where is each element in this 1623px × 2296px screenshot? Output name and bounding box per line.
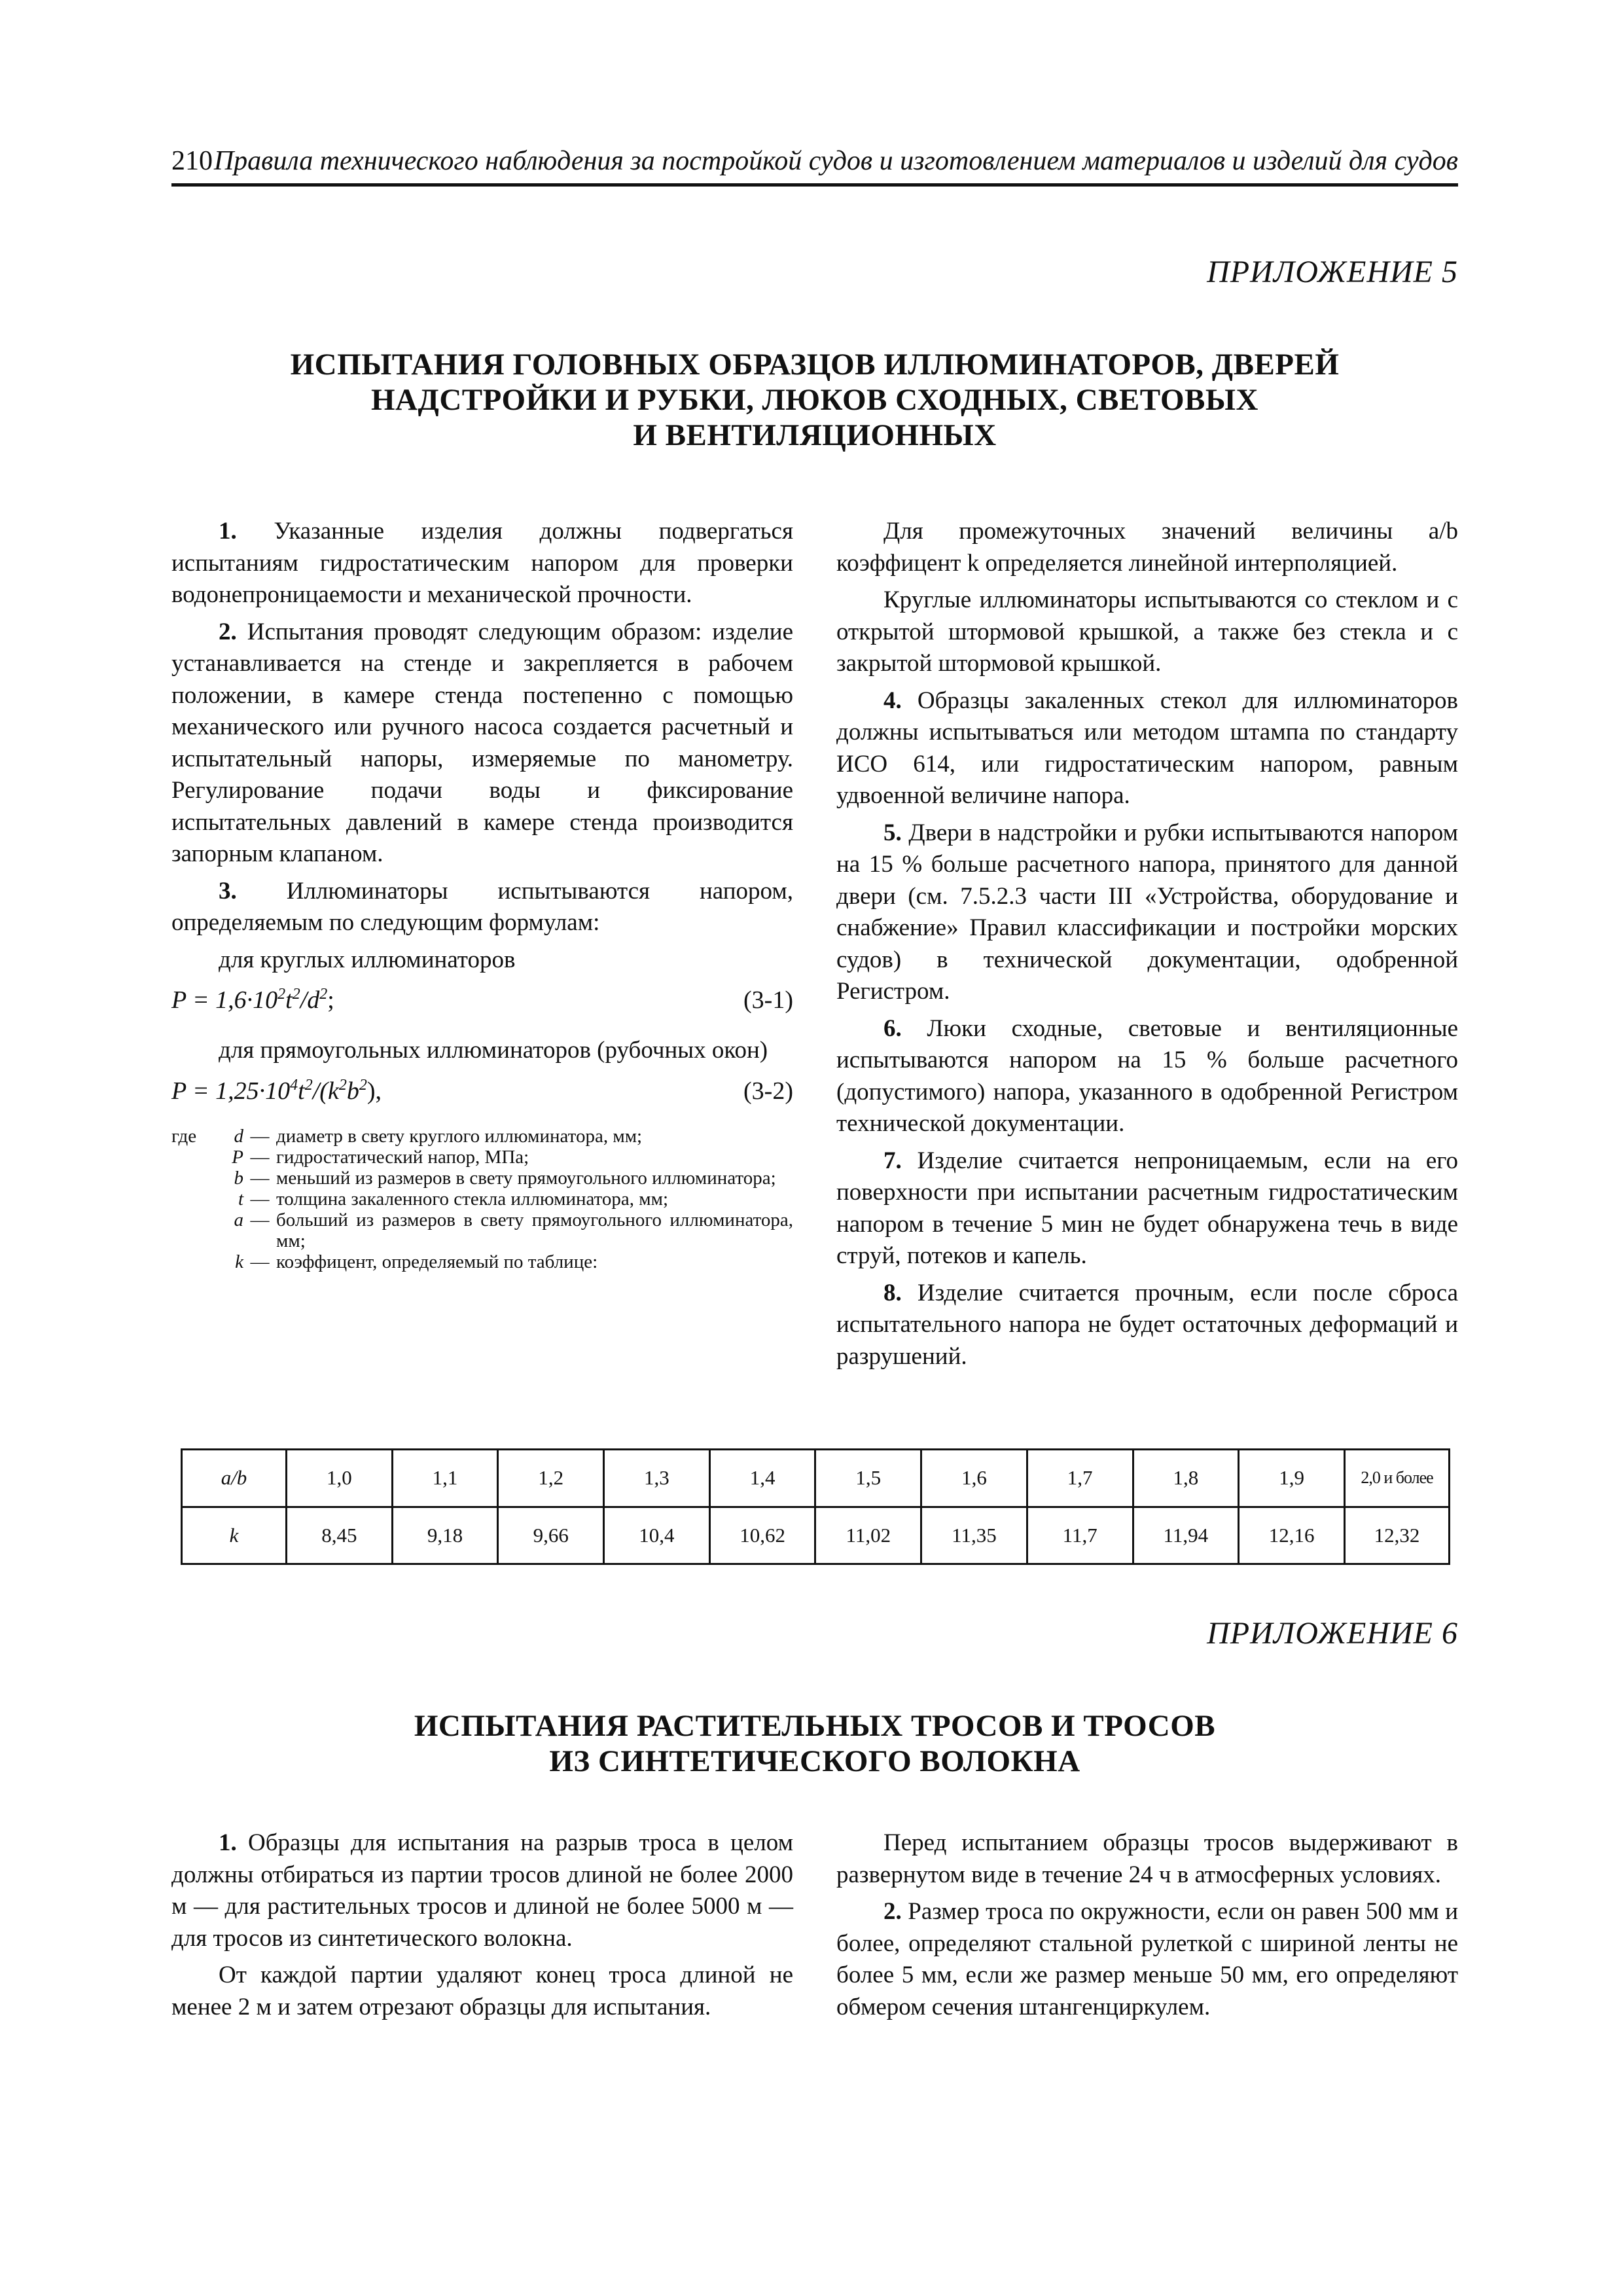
table-row-header: a/b bbox=[182, 1450, 287, 1507]
paragraph-text: Образцы закаленных стекол для иллюминаторов должны испытываться или методом штампа по стандарту ИСО 614, или гидростатическим напором, равным удвоенной величине напора. bbox=[836, 687, 1458, 809]
round-portholes-label: для круглых иллюминаторов bbox=[219, 946, 516, 973]
conditioning-paragraph: Перед испытанием образцы тросов выдерживают в развернутом виде в течение 24 ч в атмосферных условиях. bbox=[836, 1829, 1458, 1888]
paragraph-text: Иллюминаторы испытываются напором, определяемым по следующим формулам: bbox=[171, 877, 793, 936]
formula-3-1 bbox=[171, 982, 793, 1023]
title-line: ИСПЫТАНИЯ ГОЛОВНЫХ ОБРАЗЦОВ ИЛЛЮМИНАТОРОВ, ДВЕРЕЙ bbox=[290, 348, 1340, 382]
appendix-6-right-column bbox=[836, 1827, 1458, 2028]
table-cell: 1,9 bbox=[1239, 1450, 1345, 1507]
paragraph-3 bbox=[171, 876, 793, 939]
legend-item: P — гидростатический напор, МПа; bbox=[232, 1146, 529, 1168]
appendix-5-label: ПРИЛОЖЕНИЕ 5 bbox=[1207, 255, 1458, 289]
table-cell: 1,1 bbox=[392, 1450, 498, 1507]
symbols-legend bbox=[171, 1126, 793, 1272]
table-cell: 1,5 bbox=[815, 1450, 921, 1507]
table-cell: 1,7 bbox=[1027, 1450, 1133, 1507]
table-cell: 1,4 bbox=[709, 1450, 815, 1507]
table-cell: 12,16 bbox=[1239, 1507, 1345, 1564]
legend-item: b — меньший из размеров в свету прямоугольного иллюминатора; bbox=[234, 1167, 776, 1189]
table-cell: 8,45 bbox=[287, 1507, 393, 1564]
paragraph-number: 2. bbox=[883, 1898, 902, 1925]
table-row bbox=[182, 1450, 1450, 1507]
running-header bbox=[171, 145, 1458, 187]
appendix-5-right-column bbox=[836, 516, 1458, 1378]
legend-item: t — толщина закаленного стекла иллюминатора, мм; bbox=[238, 1188, 669, 1210]
appendix-6-title bbox=[171, 1708, 1458, 1779]
paragraph-number: 6. bbox=[883, 1014, 902, 1042]
formula-expression: $P = 1,25\cdot 10^4t^2/(k^2b^2)$, bbox=[171, 1076, 382, 1105]
rectangular-portholes-label: для прямоугольных иллюминаторов (рубочных окон) bbox=[219, 1037, 768, 1064]
paragraph-text: Двери в надстройки и рубки испытываются напором на 15 % больше расчетного напора, принятого для данной двери (см. 7.5.2.3 части III «Устройства, оборудование и снабжение» Правил классификации и постройки морских судов) в технической документации, одобренной Регистром. bbox=[836, 819, 1459, 1005]
paragraph-1-continued: От каждой партии удаляют конец троса длиной не менее 2 м и затем отрезают образцы для испытания. bbox=[171, 1962, 793, 2020]
table-row bbox=[182, 1507, 1450, 1564]
paragraph-7 bbox=[836, 1145, 1458, 1272]
paragraph-5 bbox=[836, 817, 1458, 1008]
table-cell: 11,7 bbox=[1027, 1507, 1133, 1564]
title-line: И ВЕНТИЛЯЦИОННЫХ bbox=[633, 418, 997, 452]
paragraph-2 bbox=[836, 1896, 1458, 2023]
running-title: Правила технического наблюдения за постройкой судов и изготовлением материалов и изделий для судов bbox=[213, 146, 1458, 176]
title-line: ИСПЫТАНИЯ РАСТИТЕЛЬНЫХ ТРОСОВ И ТРОСОВ bbox=[414, 1709, 1216, 1743]
formula-number: (3-2) bbox=[743, 1077, 793, 1105]
paragraph-text: Изделие считается прочным, если после сброса испытательного напора не будет остаточных деформаций и разрушений. bbox=[836, 1279, 1459, 1370]
page-number: 210 bbox=[171, 146, 213, 176]
table-row-header: k bbox=[182, 1507, 287, 1564]
title-line: НАДСТРОЙКИ И РУБКИ, ЛЮКОВ СХОДНЫХ, СВЕТОВЫХ bbox=[371, 383, 1258, 417]
paragraph-number: 1. bbox=[219, 518, 237, 545]
title-line: ИЗ СИНТЕТИЧЕСКОГО ВОЛОКНА bbox=[549, 1744, 1080, 1778]
table-cell: 9,18 bbox=[392, 1507, 498, 1564]
appendix-5-left-column bbox=[171, 516, 793, 1272]
paragraph-number: 5. bbox=[883, 819, 902, 846]
paragraph-number: 2. bbox=[219, 618, 237, 645]
table-cell: 1,3 bbox=[604, 1450, 710, 1507]
paragraph-1 bbox=[171, 516, 793, 611]
paragraph-text: Испытания проводят следующим образом: изделие устанавливается на стенде и закрепляется в рабочем положении, в камере стенда постепенно с помощью механического или ручного насоса создается расчетный и испытательный напоры, измеряемые по манометру. Регулирование подачи воды и фиксирование испытательных давлений в камере стенда производится запорным клапаном. bbox=[171, 618, 793, 867]
paragraph-1 bbox=[171, 1827, 793, 1954]
table-cell: 11,02 bbox=[815, 1507, 921, 1564]
paragraph-8 bbox=[836, 1278, 1458, 1373]
paragraph-text: Образцы для испытания на разрыв троса в целом должны отбираться из партии тросов длиной не более 2000 м — для растительных тросов и длиной не более 5000 м — для тросов из синтетического волокна. bbox=[171, 1829, 793, 1952]
paragraph-text: Люки сходные, световые и вентиляционные испытываются напором на 15 % больше расчетного (допустимого) напора, указанного в одобренной Регистром технической документации. bbox=[836, 1014, 1458, 1137]
paragraph-2 bbox=[171, 617, 793, 870]
table-cell: 10,4 bbox=[604, 1507, 710, 1564]
paragraph-number: 3. bbox=[219, 877, 237, 905]
round-portholes-paragraph: Круглые иллюминаторы испытываются со стеклом и с открытой штормовой крышкой, а также без стекла и с закрытой штормовой крышкой. bbox=[836, 586, 1458, 677]
table-cell: 11,35 bbox=[921, 1507, 1027, 1564]
table-cell: 1,2 bbox=[498, 1450, 604, 1507]
table-cell: 10,62 bbox=[709, 1507, 815, 1564]
paragraph-number: 8. bbox=[883, 1279, 902, 1306]
appendix-6-left-column bbox=[171, 1827, 793, 2028]
table-cell: 11,94 bbox=[1133, 1507, 1239, 1564]
appendix-5-title bbox=[171, 347, 1458, 453]
paragraph-4 bbox=[836, 685, 1458, 812]
table-cell: 1,0 bbox=[287, 1450, 393, 1507]
paragraph-number: 7. bbox=[883, 1147, 902, 1174]
table-cell: 9,66 bbox=[498, 1507, 604, 1564]
legend-item: где d — диаметр в свету круглого иллюминатора, мм; bbox=[171, 1125, 643, 1147]
table-cell: 2,0 и более bbox=[1345, 1450, 1450, 1507]
coefficient-table bbox=[181, 1448, 1450, 1565]
formula-3-2 bbox=[171, 1073, 793, 1114]
paragraph-text: Указанные изделия должны подвергаться испытаниям гидростатическим напором для проверки водонепроницаемости и механической прочности. bbox=[171, 518, 793, 608]
table-cell: 1,6 bbox=[921, 1450, 1027, 1507]
paragraph-number: 4. bbox=[883, 687, 902, 714]
table-cell: 12,32 bbox=[1345, 1507, 1450, 1564]
paragraph-text: Размер троса по окружности, если он равен 500 мм и более, определяют стальной рулеткой с шириной ленты не более 5 мм, если же размер меньше 50 мм, его определяют обмером сечения штангенциркулем. bbox=[836, 1898, 1459, 2020]
paragraph-6 bbox=[836, 1013, 1458, 1140]
legend-item: k — коэффицент, определяемый по таблице: bbox=[235, 1251, 598, 1272]
appendix-6-label: ПРИЛОЖЕНИЕ 6 bbox=[1207, 1616, 1458, 1651]
legend-item: a — больший из размеров в свету прямоугольного иллюминатора, мм; bbox=[234, 1209, 793, 1251]
formula-number: (3-1) bbox=[743, 986, 793, 1014]
paragraph-text: Изделие считается непроницаемым, если на его поверхности при испытании расчетным гидростатическим напором в течение 5 мин не будет обнаружена течь в виде струй, потеков и капель. bbox=[836, 1147, 1458, 1269]
paragraph-number: 1. bbox=[219, 1829, 237, 1856]
formula-expression: $P = 1,6\cdot 10^2t^2/d^2$; bbox=[171, 986, 334, 1014]
table-cell: 1,8 bbox=[1133, 1450, 1239, 1507]
interpolation-paragraph: Для промежуточных значений величины a/b коэффицент k определяется линейной интерполяцией. bbox=[836, 518, 1458, 577]
